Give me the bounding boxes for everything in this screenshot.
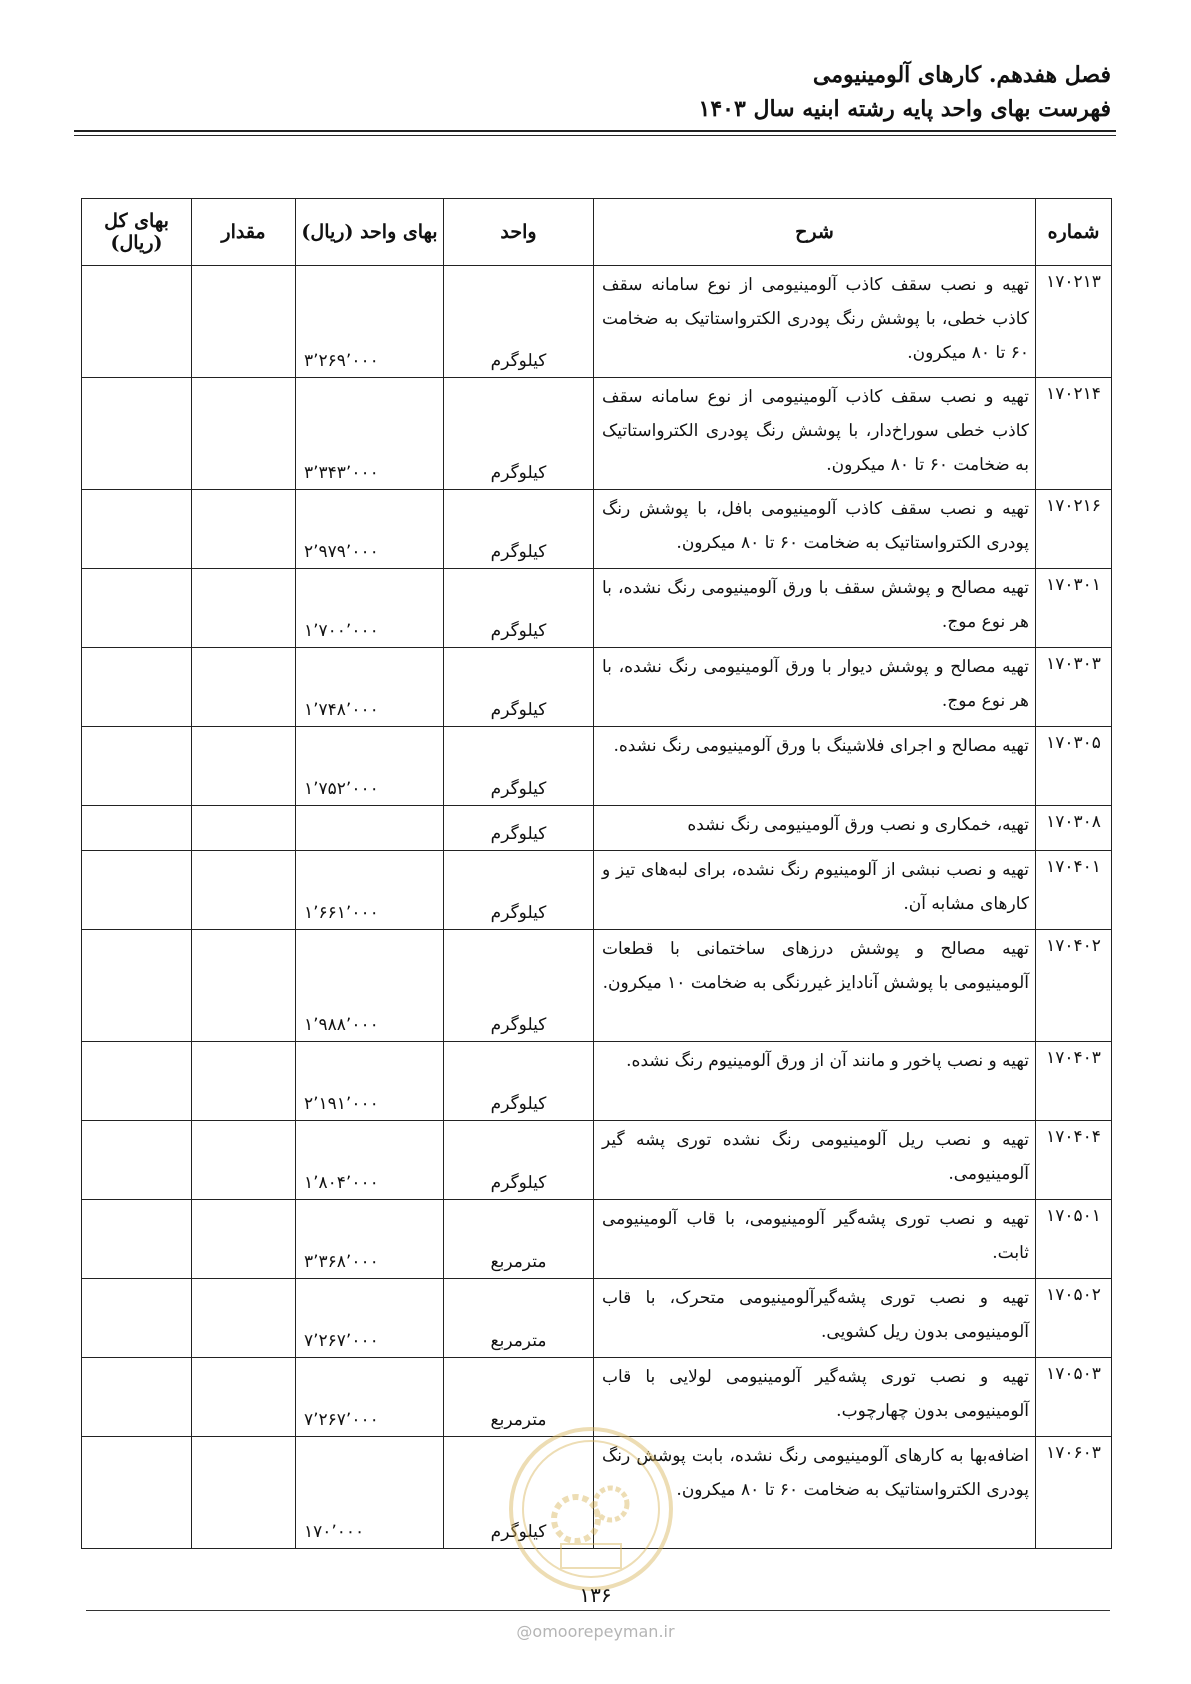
row-description: تهیه و نصب توری پشه‌گیرآلومینیومی متحرک، با قاب آلومینیومی بدون ریل کشویی.	[594, 1279, 1036, 1358]
row-unit-price: ۱٬۷۰۰٬۰۰۰	[296, 569, 444, 648]
row-total	[82, 378, 192, 490]
table-row	[82, 266, 1112, 378]
row-unit: مترمربع	[444, 1279, 594, 1358]
row-description: اضافه‌بها به کارهای آلومینیومی رنگ نشده، بابت پوشش رنگ پودری الکترواستاتیک به ضخامت ۶۰ تا ۸۰ میکرون.	[594, 1437, 1036, 1549]
row-unit: کیلوگرم	[444, 569, 594, 648]
row-description: تهیه مصالح و پوشش درزهای ساختمانی با قطعات آلومینیومی با پوشش آنادایز غیررنگی به ضخامت ۱۰ میکرون.	[594, 930, 1036, 1042]
table-row	[82, 1279, 1112, 1358]
row-total	[82, 648, 192, 727]
row-quantity	[192, 1279, 296, 1358]
row-unit-price: ۱٬۷۴۸٬۰۰۰	[296, 648, 444, 727]
row-unit-price: ۷٬۲۶۷٬۰۰۰	[296, 1358, 444, 1437]
row-total	[82, 1200, 192, 1279]
row-unit: کیلوگرم	[444, 727, 594, 806]
row-quantity	[192, 1200, 296, 1279]
row-unit-price: ۱٬۶۶۱٬۰۰۰	[296, 851, 444, 930]
row-number: ۱۷۰۴۰۴	[1036, 1121, 1112, 1200]
header-rule-thick	[74, 130, 1116, 132]
row-unit: مترمربع	[444, 1200, 594, 1279]
row-unit-price	[296, 806, 444, 851]
table-header-row	[82, 199, 1112, 266]
header-unit-price: بهای واحد (ریال)	[296, 199, 444, 266]
table-row	[82, 727, 1112, 806]
row-description: تهیه و نصب سقف کاذب آلومینیومی بافل، با پوشش رنگ پودری الکترواستاتیک به ضخامت ۶۰ تا ۸۰ میکرون.	[594, 490, 1036, 569]
row-unit-price: ۳٬۲۶۹٬۰۰۰	[296, 266, 444, 378]
table-row	[82, 378, 1112, 490]
table-row	[82, 569, 1112, 648]
row-total	[82, 727, 192, 806]
row-quantity	[192, 569, 296, 648]
row-unit: کیلوگرم	[444, 266, 594, 378]
row-unit-price: ۱٬۹۸۸٬۰۰۰	[296, 930, 444, 1042]
row-total	[82, 1121, 192, 1200]
row-number: ۱۷۰۶۰۳	[1036, 1437, 1112, 1549]
table-row	[82, 1121, 1112, 1200]
row-total	[82, 569, 192, 648]
row-unit: کیلوگرم	[444, 648, 594, 727]
row-unit-price: ۱۷۰٬۰۰۰	[296, 1437, 444, 1549]
row-total	[82, 1042, 192, 1121]
row-unit-price: ۲٬۱۹۱٬۰۰۰	[296, 1042, 444, 1121]
row-unit: کیلوگرم	[444, 378, 594, 490]
price-table	[81, 198, 1112, 1549]
row-quantity	[192, 490, 296, 569]
footer-rule	[86, 1610, 1110, 1611]
row-description: تهیه و نصب سقف کاذب آلومینیومی از نوع سامانه سقف کاذب خطی، با پوشش رنگ پودری الکترواستاتیک به ضخامت ۶۰ تا ۸۰ میکرون.	[594, 266, 1036, 378]
row-total	[82, 851, 192, 930]
row-description: تهیه مصالح و اجرای فلاشینگ با ورق آلومینیومی رنگ نشده.	[594, 727, 1036, 806]
row-number: ۱۷۰۲۱۴	[1036, 378, 1112, 490]
row-total	[82, 266, 192, 378]
row-unit-price: ۳٬۳۶۸٬۰۰۰	[296, 1200, 444, 1279]
table-row	[82, 930, 1112, 1042]
row-total	[82, 1358, 192, 1437]
header-description: شرح	[594, 199, 1036, 266]
row-quantity	[192, 1358, 296, 1437]
row-unit: کیلوگرم	[444, 930, 594, 1042]
row-number: ۱۷۰۴۰۱	[1036, 851, 1112, 930]
row-unit-price: ۱٬۸۰۴٬۰۰۰	[296, 1121, 444, 1200]
row-quantity	[192, 851, 296, 930]
row-quantity	[192, 930, 296, 1042]
row-number: ۱۷۰۳۰۸	[1036, 806, 1112, 851]
row-description: تهیه و نصب توری پشه‌گیر آلومینیومی، با قاب آلومینیومی ثابت.	[594, 1200, 1036, 1279]
row-description: تهیه و نصب سقف کاذب آلومینیومی از نوع سامانه سقف کاذب خطی سوراخ‌دار، با پوشش رنگ پودری الکترواستاتیک به ضخامت ۶۰ تا ۸۰ میکرون.	[594, 378, 1036, 490]
row-quantity	[192, 266, 296, 378]
row-number: ۱۷۰۴۰۲	[1036, 930, 1112, 1042]
row-number: ۱۷۰۲۱۶	[1036, 490, 1112, 569]
row-description: تهیه و نصب توری پشه‌گیر آلومینیومی لولایی با قاب آلومینیومی بدون چهارچوب.	[594, 1358, 1036, 1437]
table-row	[82, 1042, 1112, 1121]
row-quantity	[192, 1437, 296, 1549]
header-total: بهای کل (ریال)	[82, 199, 192, 266]
table-row	[82, 1200, 1112, 1279]
document-title: فهرست بهای واحد پایه رشته ابنیه سال ۱۴۰۳	[698, 96, 1111, 122]
header-number: شماره	[1036, 199, 1112, 266]
row-quantity	[192, 648, 296, 727]
row-description: تهیه، خمکاری و نصب ورق آلومینیومی رنگ نشده	[594, 806, 1036, 851]
row-number: ۱۷۰۲۱۳	[1036, 266, 1112, 378]
row-description: تهیه و نصب نبشی از آلومینیوم رنگ نشده، برای لبه‌های تیز و کارهای مشابه آن.	[594, 851, 1036, 930]
row-description: تهیه مصالح و پوشش سقف با ورق آلومینیومی رنگ نشده، با هر نوع موج.	[594, 569, 1036, 648]
page-number: ۱۳۶	[579, 1583, 612, 1607]
row-unit: کیلوگرم	[444, 490, 594, 569]
row-number: ۱۷۰۴۰۳	[1036, 1042, 1112, 1121]
row-number: ۱۷۰۳۰۳	[1036, 648, 1112, 727]
table-row	[82, 490, 1112, 569]
row-total	[82, 1279, 192, 1358]
row-quantity	[192, 378, 296, 490]
row-quantity	[192, 806, 296, 851]
row-unit: کیلوگرم	[444, 1437, 594, 1549]
header-quantity: مقدار	[192, 199, 296, 266]
row-total	[82, 930, 192, 1042]
row-quantity	[192, 727, 296, 806]
header-unit: واحد	[444, 199, 594, 266]
row-quantity	[192, 1121, 296, 1200]
row-unit: کیلوگرم	[444, 1042, 594, 1121]
page-header	[699, 58, 1111, 126]
row-description: تهیه و نصب ریل آلومینیومی رنگ نشده توری پشه گیر آلومینیومی.	[594, 1121, 1036, 1200]
row-unit: مترمربع	[444, 1358, 594, 1437]
header-rule-thin	[74, 135, 1116, 136]
row-description: تهیه مصالح و پوشش دیوار با ورق آلومینیومی رنگ نشده، با هر نوع موج.	[594, 648, 1036, 727]
row-unit-price: ۳٬۳۴۳٬۰۰۰	[296, 378, 444, 490]
row-unit: کیلوگرم	[444, 1121, 594, 1200]
row-unit-price: ۲٬۹۷۹٬۰۰۰	[296, 490, 444, 569]
table-row	[82, 648, 1112, 727]
table-row	[82, 851, 1112, 930]
row-total	[82, 806, 192, 851]
row-total	[82, 1437, 192, 1549]
chapter-title: فصل هفدهم. کارهای آلومینیومی	[812, 62, 1111, 88]
row-number: ۱۷۰۵۰۲	[1036, 1279, 1112, 1358]
row-unit-price: ۷٬۲۶۷٬۰۰۰	[296, 1279, 444, 1358]
row-number: ۱۷۰۳۰۵	[1036, 727, 1112, 806]
watermark-website: @omoorepeyman.ir	[516, 1622, 675, 1641]
row-number: ۱۷۰۵۰۳	[1036, 1358, 1112, 1437]
row-total	[82, 490, 192, 569]
row-unit: کیلوگرم	[444, 851, 594, 930]
watermark-seal-icon	[506, 1424, 676, 1594]
table-row	[82, 806, 1112, 851]
row-number: ۱۷۰۵۰۱	[1036, 1200, 1112, 1279]
row-description: تهیه و نصب پاخور و مانند آن از ورق آلومینیوم رنگ نشده.	[594, 1042, 1036, 1121]
row-number: ۱۷۰۳۰۱	[1036, 569, 1112, 648]
row-unit: کیلوگرم	[444, 806, 594, 851]
row-quantity	[192, 1042, 296, 1121]
row-unit-price: ۱٬۷۵۲٬۰۰۰	[296, 727, 444, 806]
